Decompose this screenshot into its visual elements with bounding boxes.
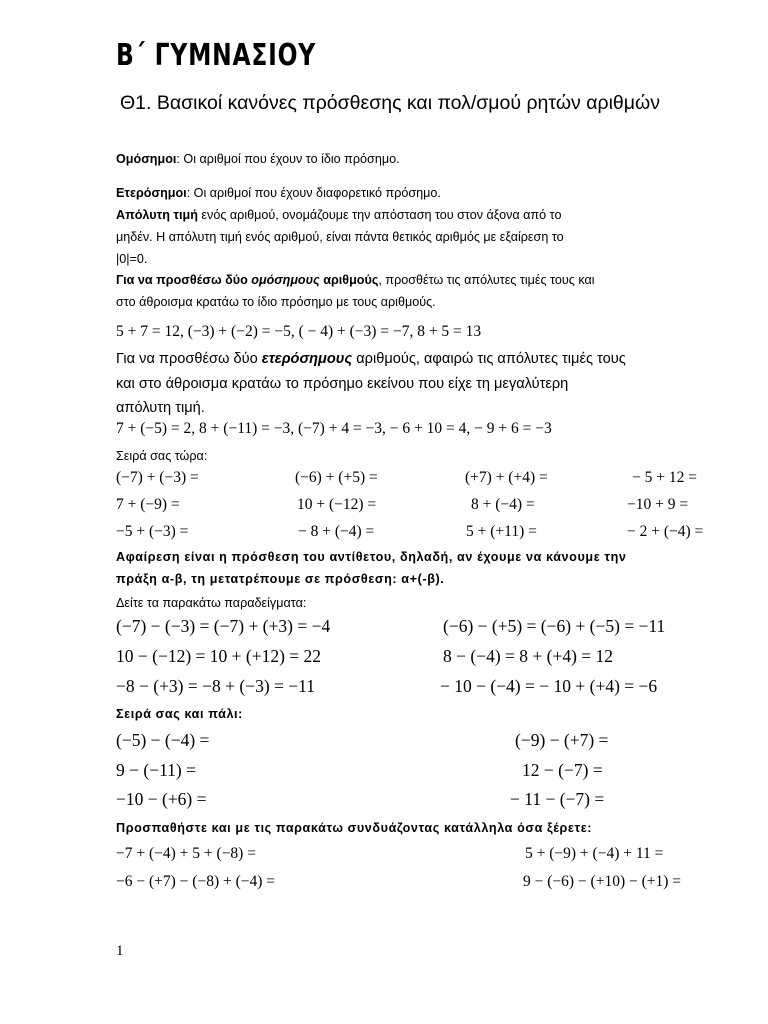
exercise1-r1-c3: (+7) + (+4) = [465,469,548,486]
exercise2-r3-c1: −10 − (+6) = [116,789,207,809]
exercise1-r1-c1: (−7) + (−3) = [116,469,199,486]
exercise1-r1-c4: − 5 + 12 = [632,469,697,486]
exercise2-r3-c2: − 11 − (−7) = [510,789,605,809]
exercise1-r3-c1: −5 + (−3) = [116,523,189,540]
rule-same-example: 5 + 7 = 12, (−3) + (−2) = −5, ( − 4) + (−3) = −7, 8 + 5 = 13 [116,323,482,340]
subtraction-example-3b: − 10 − (−4) = − 10 + (+4) = −6 [440,676,658,696]
subtraction-example-2a: 10 − (−12) = 10 + (+12) = 22 [116,646,322,666]
school-level-heading: Β΄ ΓΥΜΝΑΣΙΟΥ [116,38,317,73]
definition-omosimoi [116,149,400,170]
rule-diff-line3: απόλυτη τιμή. [116,400,205,416]
rule-same-line2: στο άθροισμα κρατάω το ίδιο πρόσημο με τους αριθμούς. [116,295,436,309]
exercise3-r1-c2: 5 + (−9) + (−4) + 11 = [525,845,664,862]
exercise1-r2-c4: −10 + 9 = [627,496,689,513]
rule-same-bold-italic: ομόσημους [251,273,320,287]
term-omosimoi: Ομόσημοι [116,152,177,166]
term-apoluti: Απόλυτη τιμή [116,208,198,222]
rule-diff-line1 [116,347,626,371]
subtraction-example-2b: 8 − (−4) = 8 + (+4) = 12 [443,646,614,666]
rule-diff-line2: και στο άθροισμα κρατάω το πρόσημο εκείνου που είχε τη μεγαλύτερη [116,376,569,392]
exercise3-label: Προσπαθήστε και με τις παρακάτω συνδυάζοντας κατάλληλα όσα ξέρετε: [116,821,593,835]
exercise3-r2-c1: −6 − (+7) − (−8) + (−4) = [116,873,276,890]
rule-diff-part2: αριθμούς, αφαιρώ τις απόλυτες τιμές τους [352,351,626,367]
exercise2-r1-c2: (−9) − (+7) = [515,730,609,750]
exercise1-r2-c3: 8 + (−4) = [471,496,535,513]
subtraction-example-1b: (−6) − (+5) = (−6) + (−5) = −11 [443,616,666,636]
definition-apoluti-line2: μηδέν. Η απόλυτη τιμή ενός αριθμού, είναι πάντα θετικός αριθμός με εξαίρεση το [116,230,564,244]
rule-same-bold2: αριθμούς [319,273,379,287]
page-title: Θ1. Βασικοί κανόνες πρόσθεσης και πολ/σμού ρητών αριθμών [120,92,660,114]
definition-eterosimoi-text: : Οι αριθμοί που έχουν διαφορετικό πρόσημο. [186,186,441,200]
exercise1-r2-c2: 10 + (−12) = [297,496,377,513]
rule-diff-bold-italic: ετερόσημους [261,351,353,367]
exercise2-label: Σειρά σας και πάλι: [116,707,243,721]
exercise1-r3-c2: − 8 + (−4) = [298,523,375,540]
definition-apoluti-text: ενός αριθμού, ονομάζουμε την απόσταση του στον άξονα από το [197,208,562,222]
subtraction-rule-line1: Αφαίρεση είναι η πρόσθεση του αντίθετου, δηλαδή, αν έχουμε να κάνουμε την [116,550,627,564]
rule-same-rest: , προσθέτω τις απόλυτες τιμές τους και [378,273,595,287]
exercise3-r2-c2: 9 − (−6) − (+10) − (+1) = [523,873,682,890]
definition-omosimoi-text: : Οι αριθμοί που έχουν το ίδιο πρόσημο. [176,152,400,166]
exercise2-r1-c1: (−5) − (−4) = [116,730,210,750]
definition-apoluti-line1 [116,205,561,226]
definition-eterosimoi [116,183,441,204]
exercise3-r1-c1: −7 + (−4) + 5 + (−8) = [116,845,256,862]
rule-same-bold1: Για να προσθέσω δύο [116,273,252,287]
exercise1-r3-c4: − 2 + (−4) = [627,523,704,540]
exercise1-r3-c3: 5 + (+11) = [466,523,537,540]
subtraction-examples-label: Δείτε τα παρακάτω παραδείγματα: [116,596,307,610]
page-number: 1 [116,943,124,959]
exercise2-r2-c2: 12 − (−7) = [522,760,603,780]
subtraction-example-1a: (−7) − (−3) = (−7) + (+3) = −4 [116,616,331,636]
term-eterosimoi: Ετερόσημοι [116,186,187,200]
definition-apoluti-line3: |0|=0. [116,252,148,266]
rule-same-line1 [116,270,595,291]
exercise1-label: Σειρά σας τώρα: [116,449,208,463]
subtraction-rule-line2: πράξη α-β, τη μετατρέπουμε σε πρόσθεση: α+(-β). [116,572,445,586]
rule-diff-part1: Για να προσθέσω δύο [116,351,262,367]
exercise2-r2-c1: 9 − (−11) = [116,760,196,780]
exercise1-r1-c2: (−6) + (+5) = [295,469,378,486]
subtraction-example-3a: −8 − (+3) = −8 + (−3) = −11 [116,676,315,696]
exercise1-r2-c1: 7 + (−9) = [116,496,180,513]
rule-diff-example: 7 + (−5) = 2, 8 + (−11) = −3, (−7) + 4 = −3, − 6 + 10 = 4, − 9 + 6 = −3 [116,420,552,437]
